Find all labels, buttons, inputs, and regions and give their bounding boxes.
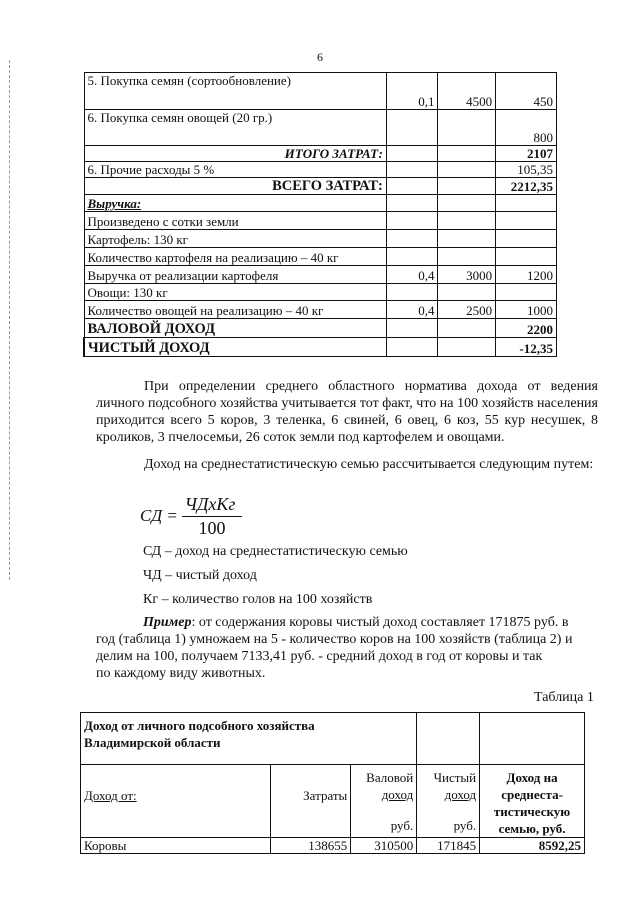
page-number: 6 [317, 50, 323, 64]
row-sum: -12,35 [496, 338, 557, 357]
row-sum: 2107 [496, 146, 557, 162]
table1-label: Таблица 1 [534, 690, 594, 705]
table-row [84, 284, 557, 301]
row-label: 6. Покупка семян овощей (20 гр.) [84, 110, 386, 146]
formula-denominator: 100 [198, 518, 226, 538]
table-row [84, 73, 557, 110]
row-label: 5. Покупка семян (сортообновление) [84, 73, 386, 110]
row-name: Коровы [81, 838, 271, 854]
row-sum: 1000 [496, 301, 557, 319]
paragraph-formula-intro: Доход на среднестатистическую семью рассчитывается следующим путем: [144, 457, 594, 472]
table-row [84, 319, 557, 338]
row-gross: 310500 [351, 838, 417, 854]
row-sum: 450 [496, 73, 557, 110]
row-label: Овощи: 130 кг [84, 284, 386, 301]
table-row [84, 110, 557, 146]
table-row [84, 230, 557, 248]
expense-table [83, 72, 557, 357]
table-row [84, 146, 557, 162]
row-label: Количество картофеля на реализацию – 40 кг [84, 248, 386, 266]
income-table [80, 712, 585, 854]
row-sum: 2212,35 [496, 178, 557, 195]
table-row [84, 248, 557, 266]
row-sum: 105,35 [496, 162, 557, 178]
row-price: 2500 [438, 301, 496, 319]
income-title: Доход от личного подсобного хозяйства Владимирской области [81, 713, 417, 765]
row-net: 171845 [417, 838, 480, 854]
definition-chd: ЧД – чистый доход [143, 568, 257, 583]
row-label: 6. Прочие расходы 5 % [84, 162, 386, 178]
col-income-from: Доход от: [81, 765, 271, 838]
row-label: ИТОГО ЗАТРАТ: [84, 146, 386, 162]
definition-kg: Кг – количество голов на 100 хозяйств [143, 592, 373, 607]
example-line-1: Пример: от содержания коровы чистый доход составляет 171875 руб. в [143, 615, 569, 630]
table-row [81, 713, 585, 765]
row-label: Картофель: 130 кг [84, 230, 386, 248]
table-row [84, 301, 557, 319]
table-row [84, 212, 557, 230]
example-line-3: делим на 100, получаем 7133,41 руб. - средний доход в год от коровы и так [96, 649, 543, 664]
example-line-2: год (таблица 1) умножаем на 5 - количество коров на 100 хозяйств (таблица 2) и [96, 632, 573, 647]
row-price [438, 110, 496, 146]
row-coef: 0,4 [386, 266, 438, 284]
row-coef: 0,4 [386, 301, 438, 319]
row-label: Выручка от реализации картофеля [84, 266, 386, 284]
row-price: 4500 [438, 73, 496, 110]
row-label: Количество овощей на реализацию – 40 кг [84, 301, 386, 319]
table-row [84, 338, 557, 357]
col-avg-family: Доход на среднеста- тистическую семью, руб. [480, 765, 585, 838]
row-sum: 800 [496, 110, 557, 146]
table-row [84, 266, 557, 284]
row-costs: 138655 [271, 838, 351, 854]
formula-lhs: СД = [140, 506, 178, 525]
col-costs: Затраты [271, 765, 351, 838]
table-row [81, 838, 585, 854]
row-label: ВСЕГО ЗАТРАТ: [84, 178, 386, 195]
row-label: ЧИСТЫЙ ДОХОД [84, 338, 386, 357]
table-row [84, 178, 557, 195]
col-net: Чистый доход руб. [417, 765, 480, 838]
row-sum: 1200 [496, 266, 557, 284]
formula-numerator: ЧДхКг [184, 494, 236, 514]
table-row [81, 765, 585, 838]
paragraph-household-norm: При определении среднего областного норматива дохода от ведения личного подсобного хозяйства учитывается тот факт, что на 100 хозяйств населения приходится всего 5 коров, 3 теленка, 6 свиней, 6 овец, 6 коз, 55 кур несушек, 8 кроликов, 3 пчелосемьи, 26 соток земли под картофелем и овощами. [96, 379, 598, 445]
row-label: ВАЛОВОЙ ДОХОД [84, 319, 386, 338]
scan-edge-marks [9, 60, 12, 580]
definition-sd: СД – доход на среднестатистическую семью [143, 544, 408, 559]
table-row [84, 195, 557, 212]
row-label: Произведено с сотки земли [84, 212, 386, 230]
fraction-bar [182, 516, 242, 517]
example-label: Пример [143, 615, 192, 630]
table-row [84, 162, 557, 178]
formula [140, 494, 280, 540]
row-sum: 2200 [496, 319, 557, 338]
col-gross: Валовой доход руб. [351, 765, 417, 838]
row-label: Выручка: [84, 195, 386, 212]
row-avg: 8592,25 [480, 838, 585, 854]
row-price: 3000 [438, 266, 496, 284]
example-line-4: по каждому виду животных. [96, 666, 266, 681]
row-coef [386, 110, 438, 146]
row-coef: 0,1 [386, 73, 438, 110]
